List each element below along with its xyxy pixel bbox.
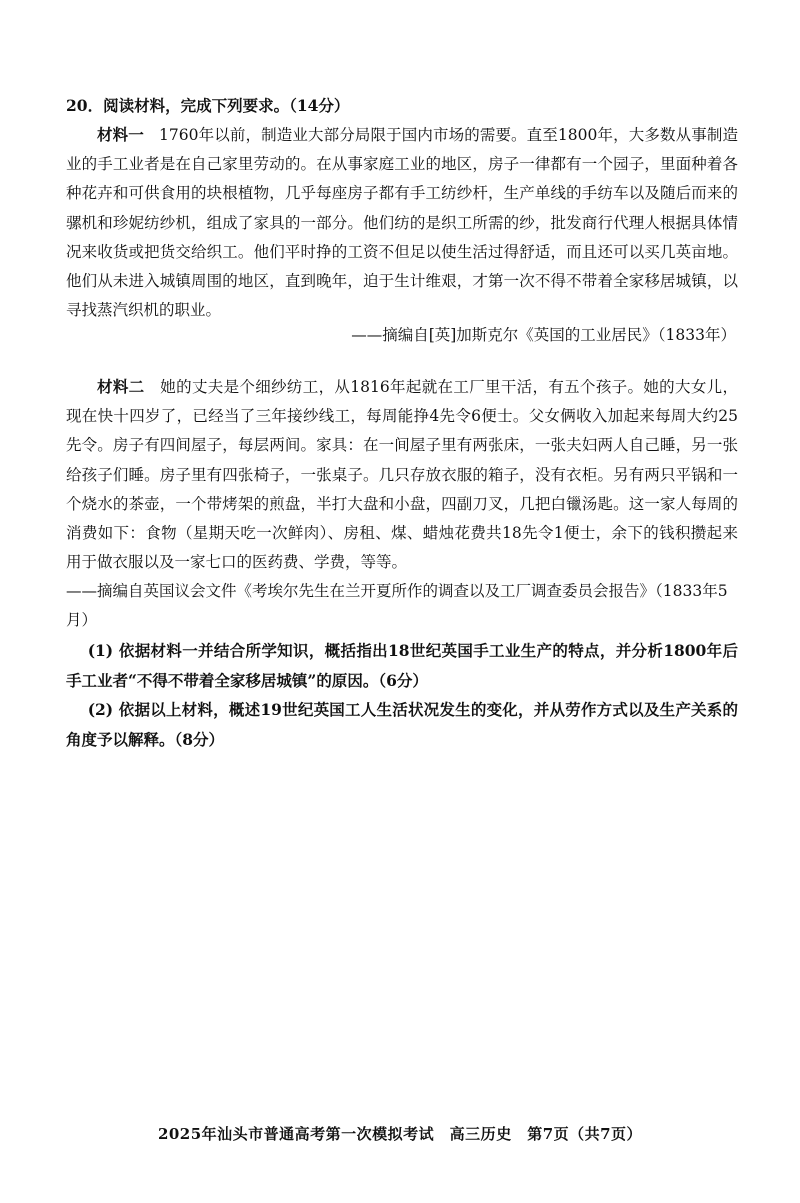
material-two-source: ——摘编自英国议会文件《考埃尔先生在兰开夏所作的调查以及工厂调查委员会报告》（1833年5月） [66,582,728,629]
page-footer: 2025年汕头市普通高考第一次模拟考试 高三历史 第7页（共7页） [157,1125,643,1143]
material-one [66,120,738,325]
question-title: 20．阅读材料，完成下列要求。（14分） [66,96,350,115]
material-two-text: 她的丈夫是个细纱纺工，从1816年起就在工厂里干活，有五个孩子。她的大女儿，现在快十四岁了，已经当了三年接纱线工，每周能挣4先令6便士。父女俩收入加起来每周大约25先令。房子有四间屋子，每层两间。家具：在一间屋子里有两张床，一张夫妇两人自己睡，另一张给孩子们睡。房子里有四张椅子，一张桌子。几只存放衣服的箱子，没有衣柜。另有两只平锅和一个烧水的茶壶，一个带烤架的煎盘，半打大盘和小盘，四副刀叉，几把白镴汤匙。这一家人每周的消费如下：食物（星期天吃一次鲜肉）、房租、煤、蜡烛花费共18先令1便士，余下的钱积攒起来用于做衣服以及一家七口的医药费、学费，等等。 [66,378,738,572]
material-two-label: 材料二 [97,377,145,396]
material-one-label: 材料一 [97,125,144,144]
material-two [66,372,738,577]
sub-question-1: (1) 依据材料一并结合所学知识，概括指出18世纪英国手工业生产的特点，并分析1800年后手工业者“不得不带着全家移居城镇”的原因。（6分） [66,641,738,690]
sub-question-2: (2) 依据以上材料，概述19世纪英国工人生活状况发生的变化，并从劳作方式以及生产关系的角度予以解释。（8分） [66,700,738,749]
material-one-source: ——摘编自[英]加斯克尔《英国的工业居民》（1833年） [351,326,736,344]
material-one-text: 1760年以前，制造业大部分局限于国内市场的需要。直至1800年，大多数从事制造业的手工业者是在自己家里劳动的。在从事家庭工业的地区，房子一律都有一个园子，里面种着各种花卉和可供食用的块根植物，几乎每座房子都有手工纺纱杆，生产单线的手纺车以及随后而来的骡机和珍妮纺纱机，组成了家具的一部分。他们纺的是织工所需的纱，批发商行代理人根据具体情况来收货或把货交给织工。他们平时挣的工资不但足以使生活过得舒适，而且还可以买几英亩地。他们从未进入城镇周围的地区，直到晚年，迫于生计维艰，才第一次不得不带着全家移居城镇，以寻找蒸汽织机的职业。 [66,126,738,320]
